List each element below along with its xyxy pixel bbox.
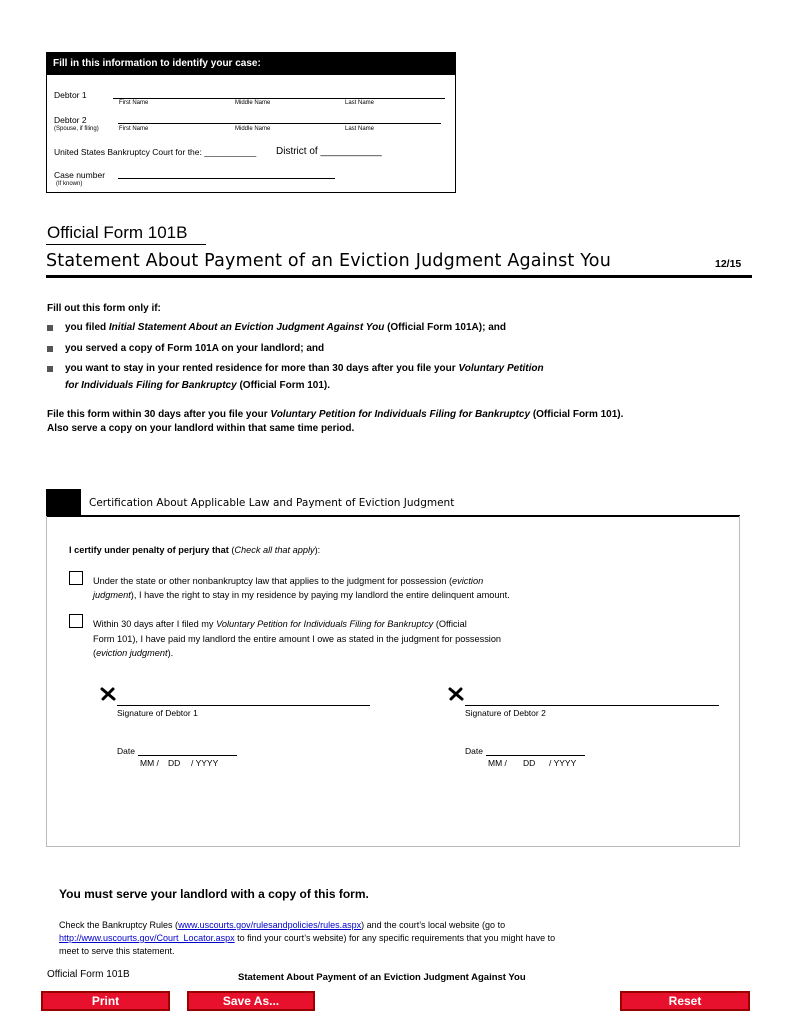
title-rule — [46, 275, 752, 278]
date-2-dd: DD — [523, 758, 536, 768]
footer-title: Statement About Payment of an Eviction Judgment Against You — [238, 972, 526, 983]
court-locator-link[interactable]: http://www.uscourts.gov/Court_Locator.aspx — [59, 933, 235, 943]
debtor2-middle-name-caption: Middle Name — [235, 126, 271, 132]
form-id-underline — [46, 244, 206, 245]
section-marker — [46, 489, 81, 516]
notice-line-1: Check the Bankruptcy Rules (www.uscourts.gov/rulesandpolicies/rules.aspx) and the court’s local website (go to — [59, 920, 506, 930]
checkbox-right-to-stay[interactable] — [69, 571, 83, 585]
notice-heading: You must serve your landlord with a copy of this form. — [59, 887, 369, 901]
date-1-label: Date — [117, 746, 135, 756]
debtor1-field[interactable] — [113, 98, 445, 99]
district-label[interactable]: District of ___________ — [276, 146, 382, 157]
debtor1-last-name-caption: Last Name — [345, 100, 375, 106]
debtor1-middle-name-caption: Middle Name — [235, 100, 271, 106]
bullet-icon — [47, 366, 53, 372]
signature-debtor-2-field[interactable] — [465, 705, 719, 706]
date-1-dd: DD — [168, 758, 181, 768]
date-2-field[interactable] — [486, 755, 585, 756]
bullet-2: you served a copy of Form 101A on your landlord; and — [65, 343, 325, 354]
date-2-mm: MM / — [488, 758, 507, 768]
option-2-line2: Form 101), I have paid my landlord the entire amount I owe as stated in the judgment for possession — [93, 634, 502, 644]
case-info-box — [46, 52, 456, 193]
debtor2-field[interactable] — [118, 123, 441, 124]
case-number-field[interactable] — [118, 178, 335, 179]
option-1-line1: Under the state or other nonbankruptcy law that applies to the judgment for possession (eviction — [93, 576, 484, 586]
date-1-field[interactable] — [138, 755, 237, 756]
debtor2-first-name-caption: First Name — [119, 126, 149, 132]
date-2-label: Date — [465, 746, 483, 756]
form-date: 12/15 — [715, 258, 742, 270]
signature-debtor-2-label: Signature of Debtor 2 — [465, 708, 546, 718]
option-2-line3: (eviction judgment). — [93, 648, 174, 658]
notice-line-2: http://www.uscourts.gov/Court_Locator.aspx to find your court’s website) for any specific requirements that you might have to — [59, 933, 556, 943]
bullet-1: you filed Initial Statement About an Eviction Judgment Against You (Official Form 101A); and — [65, 322, 506, 333]
debtor1-first-name-caption: First Name — [119, 100, 149, 106]
bullet-icon — [47, 346, 53, 352]
case-info-header: Fill in this information to identify your case: — [47, 53, 455, 75]
section-title: Certification About Applicable Law and Payment of Eviction Judgment — [89, 497, 455, 509]
date-1-mm: MM / — [140, 758, 159, 768]
print-button[interactable]: Print — [41, 991, 170, 1011]
signature-debtor-1-label: Signature of Debtor 1 — [117, 708, 198, 718]
debtor1-label: Debtor 1 — [54, 90, 87, 100]
date-1-yyyy: / YYYY — [191, 758, 219, 768]
form-title: Statement About Payment of an Eviction Judgment Against You — [46, 251, 611, 271]
certify-statement: I certify under penalty of perjury that (Check all that apply): — [69, 545, 321, 555]
save-as-button[interactable]: Save As... — [187, 991, 315, 1011]
case-number-label: Case number — [54, 170, 106, 180]
bullet-icon — [47, 325, 53, 331]
bullet-3-line2: for Individuals Filing for Bankruptcy (Official Form 101). — [65, 380, 331, 391]
bankruptcy-court-label[interactable]: United States Bankruptcy Court for the: ___________ — [54, 147, 257, 157]
bankruptcy-rules-link[interactable]: www.uscourts.gov/rulesandpolicies/rules.aspx — [178, 920, 362, 930]
case-number-if-known: (If known) — [56, 181, 83, 187]
debtor2-spouse-caption: (Spouse, if filing) — [54, 126, 99, 132]
form-id: Official Form 101B — [47, 223, 188, 242]
signature-x-mark-icon — [448, 687, 464, 706]
footer-form-id: Official Form 101B — [47, 969, 130, 980]
bullet-3-line1: you want to stay in your rented residence for more than 30 days after you file your Voluntary Petition — [65, 363, 544, 374]
option-2-line1: Within 30 days after I filed my Voluntary Petition for Individuals Filing for Bankruptcy (Official — [93, 619, 467, 629]
signature-debtor-1-field[interactable] — [117, 705, 370, 706]
signature-x-mark-icon — [100, 687, 116, 706]
date-2-yyyy: / YYYY — [549, 758, 577, 768]
file-within-text: File this form within 30 days after you file your Voluntary Petition for Individuals Filing for Bankruptcy (Official Form 101). — [47, 409, 624, 420]
serve-copy-text: Also serve a copy on your landlord within that same time period. — [47, 423, 355, 434]
debtor2-last-name-caption: Last Name — [345, 126, 375, 132]
debtor2-label: Debtor 2 — [54, 115, 87, 125]
option-1-line2: judgment), I have the right to stay in my residence by paying my landlord the entire delinquent amount. — [93, 590, 510, 600]
checkbox-paid-landlord[interactable] — [69, 614, 83, 628]
fill-only-if: Fill out this form only if: — [47, 303, 161, 314]
reset-button[interactable]: Reset — [620, 991, 750, 1011]
notice-line-3: meet to serve this statement. — [59, 946, 175, 956]
certification-section — [46, 516, 740, 847]
